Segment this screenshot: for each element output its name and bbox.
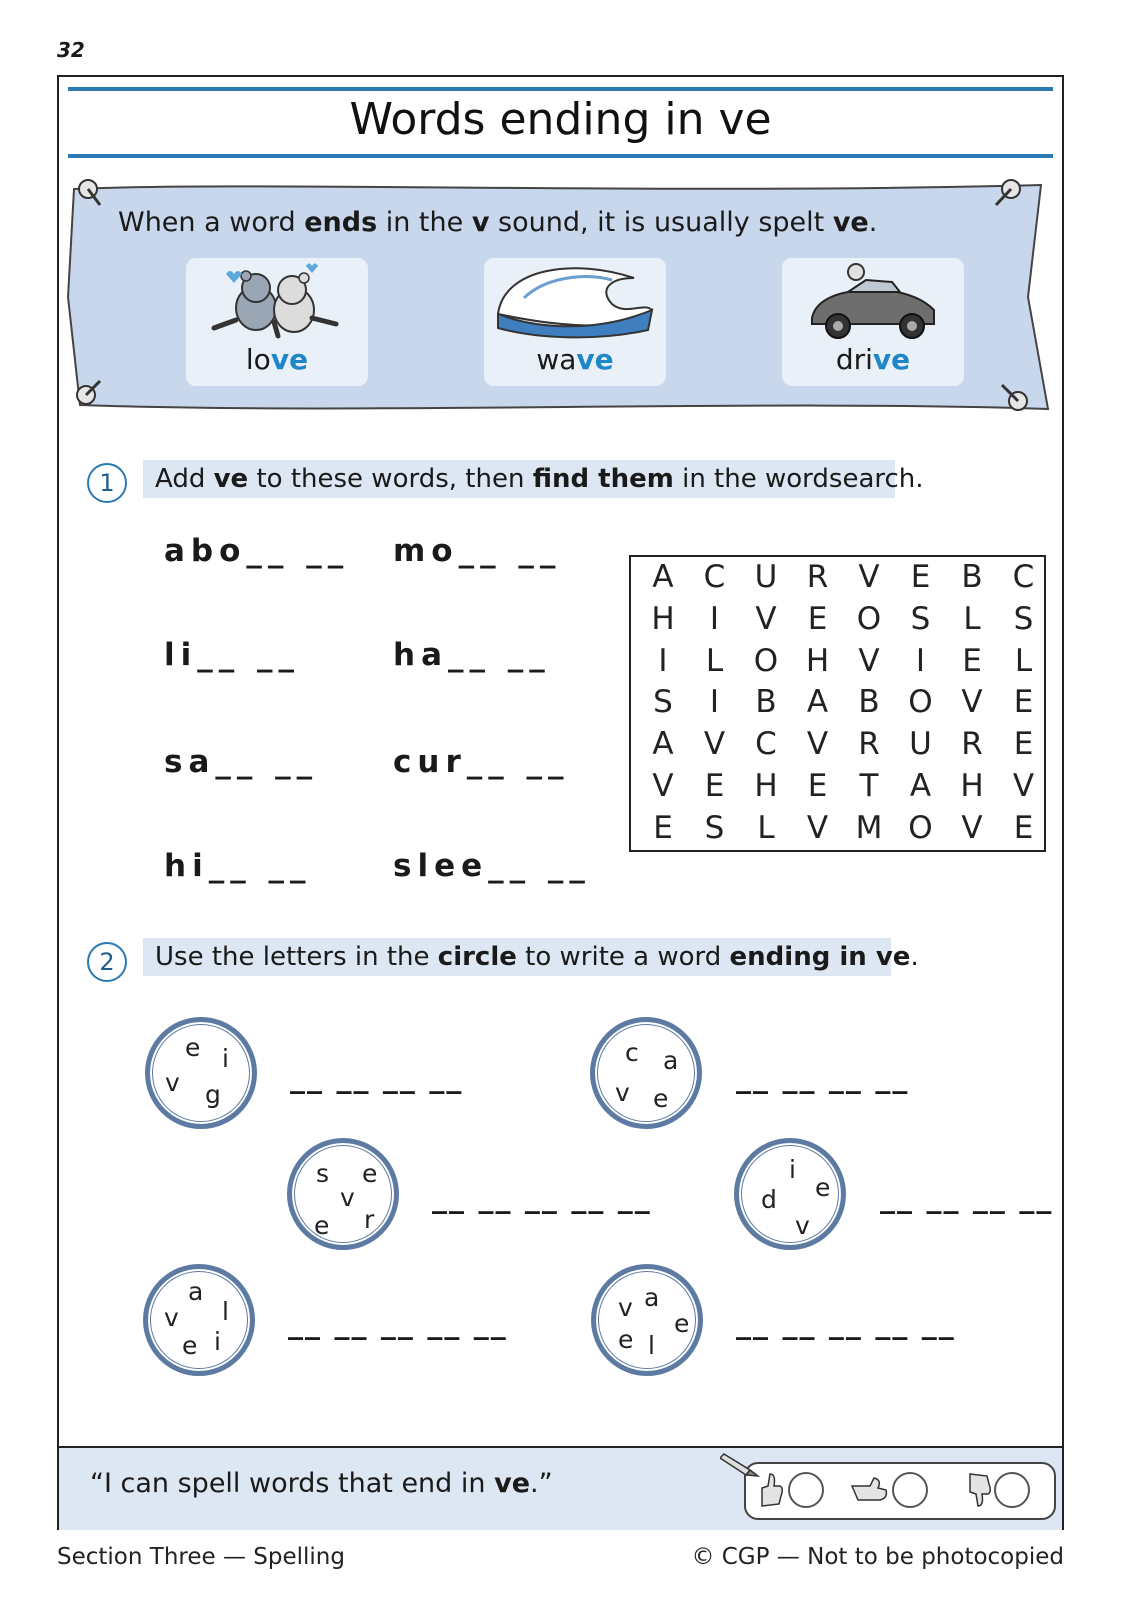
wordsearch-letter[interactable]: V bbox=[1012, 768, 1035, 804]
circle-letter: v bbox=[615, 1078, 630, 1107]
circle-letter: i bbox=[222, 1044, 229, 1073]
wordsearch-letter[interactable]: A bbox=[806, 684, 829, 721]
circle-letter: e bbox=[182, 1331, 198, 1360]
self-assessment-text: “I can spell words that end in ve.” bbox=[90, 1468, 553, 1499]
word-fragment[interactable]: li__ __ bbox=[164, 637, 301, 673]
wordsearch-letter[interactable]: T bbox=[859, 768, 879, 804]
wordsearch-letter[interactable]: B bbox=[961, 559, 983, 595]
circle-letter: e bbox=[653, 1084, 669, 1113]
circle-letter: r bbox=[364, 1205, 375, 1234]
circle-letter: a bbox=[663, 1046, 679, 1075]
wave-icon bbox=[484, 258, 666, 348]
wordsearch-letter[interactable]: E bbox=[962, 642, 982, 679]
circle-letter: v bbox=[618, 1293, 633, 1322]
circle-letter: e bbox=[185, 1033, 201, 1062]
question-number-1: 1 bbox=[87, 463, 127, 503]
wordsearch-letter[interactable]: A bbox=[652, 559, 674, 595]
wordsearch-letter[interactable]: E bbox=[1013, 809, 1034, 846]
letter-circle bbox=[287, 1138, 399, 1250]
answer-blanks[interactable]: __ __ __ __ __ bbox=[736, 1306, 956, 1341]
wordsearch-letter[interactable]: H bbox=[754, 768, 778, 804]
circle-letter: i bbox=[789, 1155, 796, 1184]
picture-word-wave: wave bbox=[536, 343, 614, 376]
wordsearch-letter[interactable]: L bbox=[1014, 642, 1033, 679]
page-title: Words ending in ve bbox=[349, 94, 772, 145]
wordsearch-letter[interactable]: I bbox=[709, 684, 720, 721]
wordsearch-letter[interactable]: I bbox=[915, 642, 926, 679]
wordsearch-letter[interactable]: E bbox=[1013, 684, 1034, 721]
letter-circle bbox=[143, 1264, 255, 1376]
wordsearch-letter[interactable]: A bbox=[652, 726, 674, 763]
circle-letter: c bbox=[625, 1038, 639, 1067]
circle-letter: a bbox=[644, 1283, 660, 1312]
circle-letter: v bbox=[165, 1068, 180, 1097]
wordsearch-letter[interactable]: E bbox=[807, 768, 828, 804]
thumbs-down-icon bbox=[964, 1472, 992, 1508]
picture-word-love: love bbox=[245, 343, 309, 376]
wordsearch-letter[interactable]: I bbox=[709, 600, 720, 637]
circle-letter: d bbox=[761, 1185, 777, 1214]
pencil-icon bbox=[720, 1448, 760, 1478]
wordsearch-letter[interactable]: O bbox=[908, 684, 933, 721]
wordsearch-letter[interactable]: O bbox=[753, 642, 779, 679]
footer-copyright: © CGP — Not to be photocopied bbox=[691, 1544, 1064, 1570]
title-rule-bottom bbox=[68, 154, 1053, 158]
wordsearch-letter[interactable]: V bbox=[858, 559, 880, 595]
answer-blanks[interactable]: __ __ __ __ bbox=[290, 1060, 464, 1095]
circle-letter: e bbox=[674, 1309, 690, 1338]
wordsearch-grid[interactable] bbox=[629, 555, 1046, 852]
wordsearch-letter[interactable]: V bbox=[806, 726, 829, 763]
question-number-2: 2 bbox=[87, 942, 127, 982]
car-icon bbox=[782, 258, 964, 348]
wordsearch-letter[interactable]: L bbox=[757, 809, 775, 846]
self-check-tick-good[interactable] bbox=[788, 1472, 824, 1508]
wordsearch-letter[interactable]: E bbox=[910, 559, 931, 595]
circle-letter: v bbox=[164, 1303, 179, 1332]
circle-letter: e bbox=[314, 1211, 330, 1240]
page-number: 32 bbox=[57, 38, 85, 62]
wordsearch-letter[interactable]: S bbox=[653, 684, 673, 721]
thumbs-up-icon bbox=[756, 1472, 784, 1508]
wordsearch-letter[interactable]: L bbox=[963, 600, 981, 637]
wordsearch-letter[interactable]: I bbox=[658, 642, 668, 679]
word-fragment[interactable]: ha__ __ bbox=[393, 637, 551, 673]
circle-letter: s bbox=[316, 1159, 330, 1188]
wordsearch-letter[interactable]: R bbox=[806, 559, 829, 595]
title-rule-top bbox=[68, 87, 1053, 91]
circle-letter: i bbox=[214, 1327, 221, 1356]
circle-letter: g bbox=[205, 1080, 221, 1109]
circle-letter: e bbox=[618, 1325, 634, 1354]
wordsearch-letter[interactable]: M bbox=[855, 809, 883, 846]
wordsearch-letter[interactable]: U bbox=[909, 726, 932, 763]
word-fragment[interactable]: hi__ __ bbox=[164, 848, 312, 884]
wordsearch-letter[interactable]: V bbox=[961, 684, 983, 721]
letter-circle bbox=[145, 1017, 257, 1129]
wordsearch-letter[interactable]: S bbox=[1013, 600, 1034, 637]
wordsearch-letter[interactable]: H bbox=[805, 642, 830, 679]
thumbs-sideways-icon bbox=[850, 1476, 890, 1504]
wordsearch-letter[interactable]: V bbox=[652, 768, 674, 804]
circle-letter: l bbox=[648, 1331, 655, 1360]
footer-section: Section Three — Spelling bbox=[57, 1544, 345, 1570]
wordsearch-letter[interactable]: C bbox=[1012, 559, 1035, 595]
wordsearch-letter[interactable]: A bbox=[909, 768, 932, 804]
answer-blanks[interactable]: __ __ __ __ bbox=[736, 1060, 910, 1095]
wordsearch-letter[interactable]: V bbox=[755, 600, 777, 637]
wordsearch-letter[interactable]: E bbox=[704, 768, 725, 804]
intro-text: When a word ends in the v sound, it is usually spelt ve. bbox=[118, 207, 878, 238]
wordsearch-letter[interactable]: V bbox=[858, 642, 880, 679]
word-fragment[interactable]: sa__ __ bbox=[164, 744, 319, 780]
self-check-panel bbox=[744, 1462, 1056, 1520]
wordsearch-letter[interactable]: H bbox=[651, 600, 675, 637]
wordsearch-letter[interactable]: V bbox=[703, 726, 726, 763]
wordsearch-letter[interactable]: V bbox=[806, 809, 829, 846]
wordsearch-letter[interactable]: R bbox=[961, 726, 983, 763]
wordsearch-letter[interactable]: E bbox=[653, 809, 673, 846]
circle-letter: l bbox=[222, 1297, 229, 1326]
circle-letter: v bbox=[340, 1183, 355, 1212]
wordsearch-letter[interactable]: E bbox=[807, 600, 828, 637]
wordsearch-letter[interactable]: B bbox=[755, 684, 777, 721]
letter-circle bbox=[734, 1138, 846, 1250]
word-fragment[interactable]: slee__ __ bbox=[393, 848, 591, 884]
circle-letter: v bbox=[795, 1211, 810, 1240]
wordsearch-letter[interactable]: B bbox=[858, 684, 880, 721]
word-fragment[interactable]: abo__ __ bbox=[164, 533, 350, 569]
word-fragment[interactable]: mo__ __ bbox=[393, 533, 562, 569]
self-check-tick-okay[interactable] bbox=[892, 1472, 928, 1508]
wordsearch-letter[interactable]: H bbox=[960, 768, 984, 804]
question-1-text: Add ve to these words, then find them in the wordsearch. bbox=[143, 460, 895, 498]
letter-circle bbox=[590, 1017, 702, 1129]
wordsearch-letter[interactable]: C bbox=[755, 726, 777, 763]
bears-icon bbox=[186, 258, 368, 348]
wordsearch-letter[interactable]: S bbox=[910, 600, 931, 637]
wordsearch-letter[interactable]: V bbox=[961, 809, 983, 846]
circle-letter: e bbox=[815, 1173, 831, 1202]
wordsearch-letter[interactable]: L bbox=[705, 642, 724, 679]
wordsearch-letter[interactable]: O bbox=[856, 600, 882, 637]
letter-circle bbox=[591, 1264, 703, 1376]
circle-letter: e bbox=[362, 1159, 378, 1188]
wordsearch-letter[interactable]: E bbox=[1013, 726, 1034, 763]
wordsearch-letter[interactable]: R bbox=[858, 726, 880, 763]
question-2-text: Use the letters in the circle to write a word ending in ve. bbox=[143, 938, 891, 976]
self-check-tick-not-yet[interactable] bbox=[994, 1472, 1030, 1508]
wordsearch-letter[interactable]: O bbox=[908, 809, 933, 846]
word-fragment[interactable]: cur__ __ bbox=[393, 744, 570, 780]
picture-word-drive: drive bbox=[835, 343, 911, 376]
wordsearch-letter[interactable]: U bbox=[754, 559, 778, 595]
circle-letter: a bbox=[188, 1277, 204, 1306]
answer-blanks[interactable]: __ __ __ __ bbox=[880, 1180, 1054, 1215]
wordsearch-letter[interactable]: C bbox=[703, 559, 726, 595]
answer-blanks[interactable]: __ __ __ __ __ bbox=[432, 1180, 652, 1215]
answer-blanks[interactable]: __ __ __ __ __ bbox=[288, 1306, 508, 1341]
wordsearch-letter[interactable]: S bbox=[704, 809, 725, 846]
